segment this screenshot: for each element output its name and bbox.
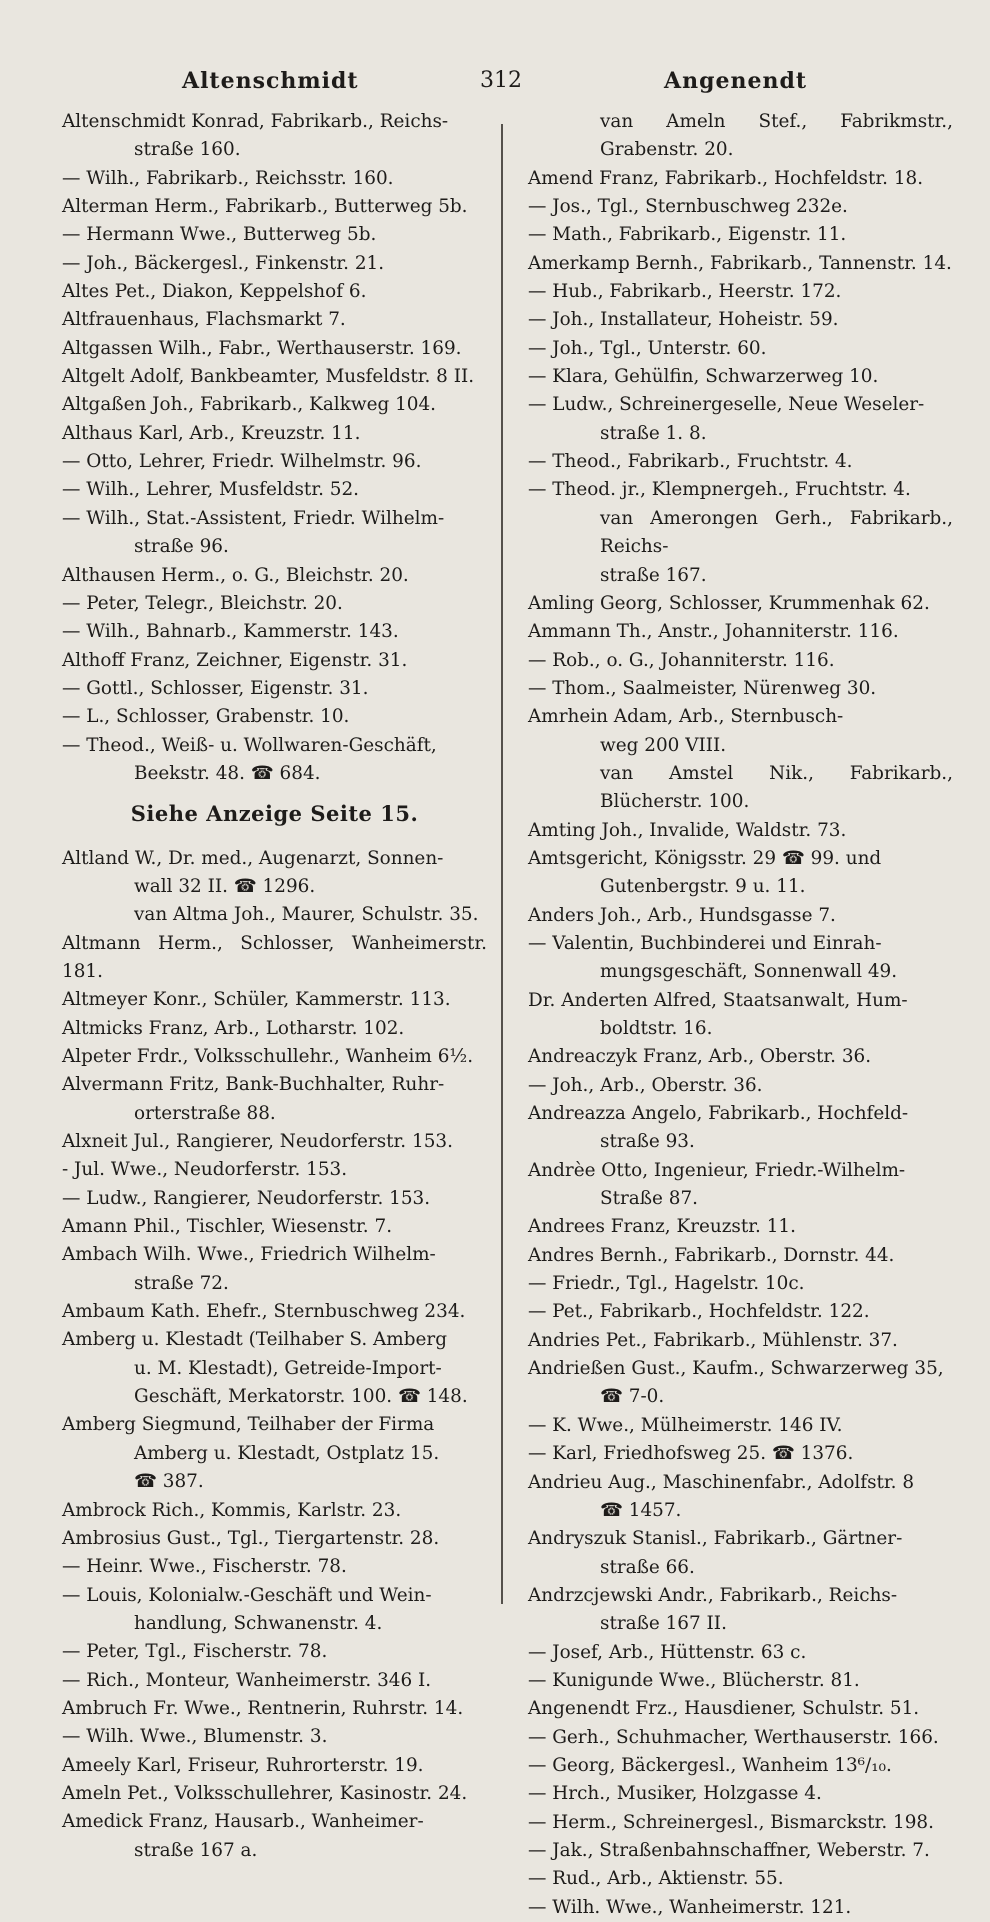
entry-continuation: van Amerongen Gerh., Fabrikarb., Reichs- — [600, 507, 953, 558]
directory-entry: Altmann Herm., Schlosser, Wanheimerstr. 181. — [62, 932, 487, 982]
directory-entry: Anders Joh., Arb., Hundsgasse 7. — [528, 904, 836, 926]
directory-entry: — Rich., Monteur, Wanheimerstr. 346 I. — [62, 1669, 432, 1691]
directory-entry: — Heinr. Wwe., Fischerstr. 78. — [62, 1556, 347, 1578]
directory-entry: Andryszuk Stanisl., Fabrikarb., Gärtner- — [528, 1528, 903, 1550]
entry-continuation: Beekstr. 48. ☎ 684. — [134, 762, 321, 784]
directory-entry: — Kunigunde Wwe., Blücherstr. 81. — [528, 1669, 860, 1691]
directory-entry: — Louis, Kolonialw.-Geschäft und Wein- — [62, 1584, 432, 1606]
directory-entry: Ambaum Kath. Ehefr., Sternbuschweg 234. — [62, 1301, 466, 1323]
directory-entry: — Joh., Tgl., Unterstr. 60. — [528, 337, 767, 359]
directory-entry: Andrzcjewski Andr., Fabrikarb., Reichs- — [528, 1584, 898, 1606]
directory-entry: Amberg Siegmund, Teilhaber der Firma — [62, 1414, 435, 1436]
advertisement-note: Siehe Anzeige Seite 15. — [130, 801, 419, 827]
entry-continuation: wall 32 II. ☎ 1296. — [134, 875, 316, 897]
directory-entry: Andres Bernh., Fabrikarb., Dornstr. 44. — [528, 1244, 895, 1266]
entry-continuation: Straße 87. — [600, 1188, 699, 1210]
directory-entry: Amend Franz, Fabrikarb., Hochfeldstr. 18. — [528, 167, 924, 189]
directory-entry: Ambrosius Gust., Tgl., Tiergartenstr. 28. — [62, 1527, 440, 1549]
directory-entry: — Georg, Bäckergesl., Wanheim 13⁶/₁₀. — [528, 1754, 892, 1776]
directory-entry: — Hrch., Musiker, Holzgasse 4. — [528, 1783, 822, 1805]
entry-continuation: weg 200 VIII. — [600, 734, 727, 756]
directory-entry: Alxneit Jul., Rangierer, Neudorferstr. 153. — [62, 1131, 453, 1153]
entry-continuation: straße 96. — [134, 536, 229, 558]
directory-entry: Amting Joh., Invalide, Waldstr. 73. — [528, 819, 847, 841]
directory-entry: — K. Wwe., Mülheimerstr. 146 IV. — [528, 1414, 843, 1436]
directory-entry: — Theod., Weiß- u. Wollwaren-Geschäft, — [62, 734, 437, 756]
directory-entry: — Josef, Arb., Hüttenstr. 63 c. — [528, 1641, 807, 1663]
directory-entry: Alterman Herm., Fabrikarb., Butterweg 5b. — [62, 196, 468, 218]
directory-entry: — Joh., Bäckergesl., Finkenstr. 21. — [62, 252, 385, 274]
entry-continuation: van Ameln Stef., Fabrikmstr., Grabenstr. 20. — [600, 111, 953, 161]
directory-entry: Andries Pet., Fabrikarb., Mühlenstr. 37. — [528, 1329, 898, 1351]
directory-entry: — Herm., Schreinergesl., Bismarckstr. 198. — [528, 1811, 934, 1833]
directory-entry: Althausen Herm., o. G., Bleichstr. 20. — [62, 564, 409, 586]
directory-entry: — Rud., Arb., Aktienstr. 55. — [528, 1868, 784, 1890]
directory-entry: Amtsgericht, Königsstr. 29 ☎ 99. und — [528, 847, 882, 869]
directory-entry: — Thom., Saalmeister, Nürenweg 30. — [528, 677, 877, 699]
directory-entry: — Wilh. Wwe., Wanheimerstr. 121. — [528, 1896, 852, 1918]
directory-entry: — Friedr., Tgl., Hagelstr. 10c. — [528, 1273, 805, 1295]
directory-entry: — Joh., Installateur, Hoheistr. 59. — [528, 309, 839, 331]
directory-entry: — Wilh., Stat.-Assistent, Friedr. Wilhelm- — [62, 507, 445, 529]
directory-entry: — Hub., Fabrikarb., Heerstr. 172. — [528, 281, 842, 303]
directory-entry: Alpeter Frdr., Volksschullehr., Wanheim 6½. — [62, 1046, 474, 1067]
entry-continuation: orterstraße 88. — [134, 1102, 276, 1124]
directory-entry: Altgassen Wilh., Fabr., Werthauserstr. 169. — [62, 337, 462, 359]
directory-entry: Dr. Anderten Alfred, Staatsanwalt, Hum- — [528, 989, 908, 1011]
directory-entry: — Wilh., Fabrikarb., Reichsstr. 160. — [62, 167, 394, 189]
directory-entry: — Jak., Straßenbahnschaffner, Weberstr. 7. — [528, 1839, 930, 1861]
directory-entry: Ambruch Fr. Wwe., Rentnerin, Ruhrstr. 14. — [62, 1697, 464, 1719]
entry-continuation: straße 93. — [600, 1131, 695, 1153]
directory-entry: — Valentin, Buchbinderei und Einrah- — [528, 932, 882, 954]
directory-entry: Altenschmidt Konrad, Fabrikarb., Reichs- — [62, 111, 449, 132]
entry-continuation: ☎ 7-0. — [600, 1386, 665, 1408]
entry-continuation: mungsgeschäft, Sonnenwall 49. — [600, 961, 898, 983]
directory-entry: — Math., Fabrikarb., Eigenstr. 11. — [528, 224, 847, 246]
directory-entry: — L., Schlosser, Grabenstr. 10. — [62, 706, 350, 728]
directory-entry: Ameln Pet., Volksschullehrer, Kasinostr. 24. — [62, 1782, 468, 1804]
column-divider — [501, 124, 503, 1604]
entry-continuation: straße 66. — [600, 1556, 695, 1578]
directory-entry: Altmeyer Konr., Schüler, Kammerstr. 113. — [62, 989, 451, 1011]
directory-entry: — Joh., Arb., Oberstr. 36. — [528, 1074, 763, 1096]
page-number: 312 — [480, 68, 522, 93]
left-column — [62, 108, 487, 1865]
directory-entry: Ammann Th., Anstr., Johanniterstr. 116. — [528, 621, 899, 643]
directory-entry: Altes Pet., Diakon, Keppelshof 6. — [62, 281, 367, 303]
entry-continuation: ☎ 1457. — [600, 1499, 682, 1521]
directory-entry: Andrees Franz, Kreuzstr. 11. — [528, 1216, 796, 1238]
directory-entry: - Jul. Wwe., Neudorferstr. 153. — [62, 1159, 348, 1181]
directory-entry: Altgaßen Joh., Fabrikarb., Kalkweg 104. — [62, 394, 437, 416]
entry-continuation: straße 72. — [134, 1272, 229, 1294]
directory-entry: Altmicks Franz, Arb., Lotharstr. 102. — [62, 1017, 405, 1039]
directory-entry: — Ludw., Rangierer, Neudorferstr. 153. — [62, 1187, 431, 1209]
directory-entry: Altgelt Adolf, Bankbeamter, Musfeldstr. 8 II. — [62, 366, 475, 388]
directory-entry: Altfrauenhaus, Flachsmarkt 7. — [62, 309, 346, 331]
directory-entry: — Hermann Wwe., Butterweg 5b. — [62, 224, 377, 246]
directory-entry: Angenendt Frz., Hausdiener, Schulstr. 51. — [528, 1698, 920, 1720]
entry-continuation: straße 1. 8. — [600, 422, 707, 444]
entry-continuation: Amberg u. Klestadt, Ostplatz 15. — [134, 1442, 440, 1464]
entry-continuation: van Altma Joh., Maurer, Schulstr. 35. — [134, 904, 479, 926]
directory-entry: — Klara, Gehülfin, Schwarzerweg 10. — [528, 366, 879, 388]
directory-entry: — Karl, Friedhofsweg 25. ☎ 1376. — [528, 1443, 854, 1465]
directory-entry: Altland W., Dr. med., Augenarzt, Sonnen- — [62, 847, 444, 869]
entry-continuation: straße 167. — [600, 564, 707, 586]
directory-entry: Andrieu Aug., Maschinenfabr., Adolfstr. 8 — [528, 1471, 915, 1493]
entry-continuation: Gutenbergstr. 9 u. 11. — [600, 876, 806, 898]
directory-entry: Amann Phil., Tischler, Wiesenstr. 7. — [62, 1216, 393, 1238]
directory-entry: Althoff Franz, Zeichner, Eigenstr. 31. — [62, 649, 408, 671]
directory-entry: — Jos., Tgl., Sternbuschweg 232e. — [528, 196, 848, 218]
directory-entry: — Wilh., Lehrer, Musfeldstr. 52. — [62, 479, 360, 501]
entry-continuation: boldtstr. 16. — [600, 1018, 713, 1039]
directory-entry: — Theod., Fabrikarb., Fruchtstr. 4. — [528, 451, 853, 473]
entry-continuation: straße 160. — [134, 139, 241, 161]
directory-entry: Amedick Franz, Hausarb., Wanheimer- — [62, 1811, 424, 1833]
directory-entry: — Wilh. Wwe., Blumenstr. 3. — [62, 1726, 328, 1748]
directory-entry: — Pet., Fabrikarb., Hochfeldstr. 122. — [528, 1301, 870, 1323]
directory-entry: Andrèe Otto, Ingenieur, Friedr.-Wilhelm- — [528, 1159, 906, 1181]
directory-entry: — Ludw., Schreinergeselle, Neue Weseler- — [528, 394, 925, 416]
entry-continuation: straße 167 a. — [134, 1839, 258, 1861]
directory-entry: — Otto, Lehrer, Friedr. Wilhelmstr. 96. — [62, 451, 422, 473]
directory-entry: Andreaczyk Franz, Arb., Oberstr. 36. — [528, 1046, 872, 1068]
directory-entry: Amberg u. Klestadt (Teilhaber S. Amberg — [62, 1329, 447, 1351]
directory-entry: Ambach Wilh. Wwe., Friedrich Wilhelm- — [62, 1244, 436, 1266]
directory-entry: — Gottl., Schlosser, Eigenstr. 31. — [62, 677, 369, 699]
right-column — [528, 108, 953, 1922]
directory-entry: Ambrock Rich., Kommis, Karlstr. 23. — [62, 1499, 402, 1521]
entry-continuation: van Amstel Nik., Fabrikarb., Blücherstr. 100. — [600, 762, 953, 813]
directory-entry: — Peter, Telegr., Bleichstr. 20. — [62, 592, 343, 614]
directory-entry: Andrießen Gust., Kaufm., Schwarzerweg 35, — [528, 1358, 944, 1380]
entry-continuation: handlung, Schwanenstr. 4. — [134, 1612, 383, 1634]
directory-entry: Andreazza Angelo, Fabrikarb., Hochfeld- — [528, 1103, 909, 1125]
directory-entry: Amrhein Adam, Arb., Sternbusch- — [528, 706, 844, 728]
directory-entry: Althaus Karl, Arb., Kreuzstr. 11. — [62, 422, 361, 444]
page-header — [62, 60, 957, 100]
directory-entry: — Peter, Tgl., Fischerstr. 78. — [62, 1641, 328, 1663]
directory-entry: Alvermann Fritz, Bank-Buchhalter, Ruhr- — [62, 1074, 445, 1096]
directory-entry: Amling Georg, Schlosser, Krummenhak 62. — [528, 592, 930, 614]
running-head-left: Altenschmidt — [182, 68, 359, 94]
directory-entry: Amerkamp Bernh., Fabrikarb., Tannenstr. 14. — [528, 252, 952, 274]
entry-continuation: ☎ 387. — [134, 1471, 204, 1493]
entry-continuation: Geschäft, Merkatorstr. 100. ☎ 148. — [134, 1386, 468, 1408]
directory-entry: — Theod. jr., Klempnergeh., Fruchtstr. 4. — [528, 479, 911, 501]
entry-continuation: straße 167 II. — [600, 1613, 727, 1635]
directory-entry: Ameely Karl, Friseur, Ruhrorterstr. 19. — [62, 1754, 424, 1776]
directory-entry: — Rob., o. G., Johanniterstr. 116. — [528, 649, 835, 671]
directory-entry: — Wilh., Bahnarb., Kammerstr. 143. — [62, 621, 399, 643]
running-head-right: Angenendt — [664, 68, 807, 94]
directory-entry: — Gerh., Schuhmacher, Werthauserstr. 166. — [528, 1726, 939, 1748]
entry-continuation: u. M. Klestadt), Getreide-Import- — [134, 1357, 442, 1379]
